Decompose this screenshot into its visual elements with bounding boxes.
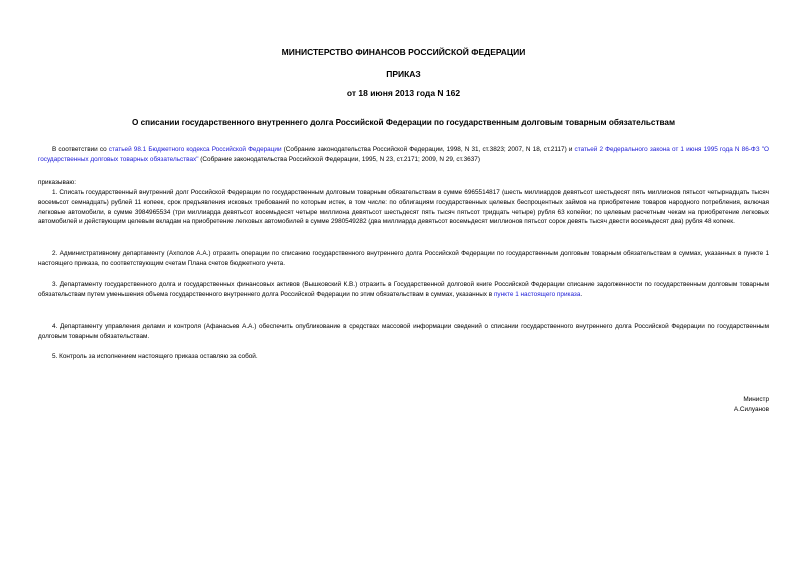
order-item-3 <box>38 280 769 300</box>
order-item-2: 2. Административному департаменту (Ахполов А.А.) отразить операции по списанию государственного внутреннего долга Российской Федерации по государственным долговым товарным обязательствам в суммах, указанных в пункте 1 настоящего приказа, по соответствующим счетам Плана счетов бюджетного учета. <box>38 250 769 267</box>
order-item-3-end: . <box>580 290 583 298</box>
signatory-position: Министр <box>743 396 769 403</box>
budget-code-link[interactable]: статьей 98.1 Бюджетного кодекса Российской Федерации <box>108 146 282 153</box>
signatory-name: А.Силуанов <box>733 406 769 413</box>
ministry-name: МИНИСТЕРСТВО ФИНАНСОВ РОССИЙСКОЙ ФЕДЕРАЦИИ <box>281 47 526 57</box>
order-item-1: 1. Списать государственный внутренний долг Российской Федерации по государственным долговым товарным обязательствам в сумме 6965514817 (шесть миллиардов девятьсот шестьдесят пять миллионов пятьсот четырнадцать тысяч восемьсот семнадцать) рублей 11 копеек, срок предъявления исковых требований по которым истек, в том числе: по облигациям государственных целевых беспроцентных займов на приобретение товаров народного потребления, включая легковые автомобили, в сумме 3984965534 (три миллиарда девятьсот восемьдесят четыре миллиона девятьсот шестьдесят пять тысяч пятьсот тридцать четыре) рубля 63 копейки; по целевым расчетным чекам на приобретение легковых автомобилей и действующим целевым вкладам на приобретение легковых автомобилей в сумме 2980549282 (два миллиарда девятьсот восемьдесят миллионов пятьсот сорок девять тысяч двести восемьдесят два) рубля 48 копеек. <box>38 189 769 226</box>
order-item-4: 4. Департаменту управления делами и контроля (Афанасьев А.А.) обеспечить опубликование в средствах массовой информации сведений о списании государственного внутреннего долга Российской Федерации по государственным долговым товарным обязательствам. <box>38 323 769 340</box>
basis-text-2: (Собрание законодательства Российской Федерации, 1998, N 31, ст.3823; 2007, N 18, ст.2117) и <box>281 146 575 153</box>
order-item-5: 5. Контроль за исполнением настоящего приказа оставляю за собой. <box>52 353 258 360</box>
order-verb: приказываю: <box>38 179 76 186</box>
federal-law-link[interactable]: статьей 2 Федерального закона от 1 июня 1995 года N 86-ФЗ "О государственных долговых товарных обязательствах" <box>38 146 769 163</box>
basis-text-3: (Собрание законодательства Российской Федерации, 1995, N 23, ст.2171; 2009, N 29, ст.3637) <box>198 155 480 163</box>
order-item-3-text: 3. Департаменту государственного долга и государственных финансовых активов (Вышковский К.В.) отразить в Государственной долговой книге Российской Федерации списание задолженности по государственным долговым товарным обязательствам путем уменьшения объема государственного внутреннего долга Российской Федерации по этим обязательствам в суммах, указанных в <box>38 281 769 298</box>
basis-paragraph <box>38 145 769 165</box>
document-date-number: от 18 июня 2013 года N 162 <box>346 88 461 98</box>
item-1-reference-link[interactable]: пункте 1 настоящего приказа <box>493 290 581 298</box>
document-type: ПРИКАЗ <box>386 69 421 79</box>
basis-text-1: В соответствии со <box>52 146 109 153</box>
document-title: О списании государственного внутреннего долга Российской Федерации по государственным долговым товарным обязательствам <box>131 118 676 127</box>
